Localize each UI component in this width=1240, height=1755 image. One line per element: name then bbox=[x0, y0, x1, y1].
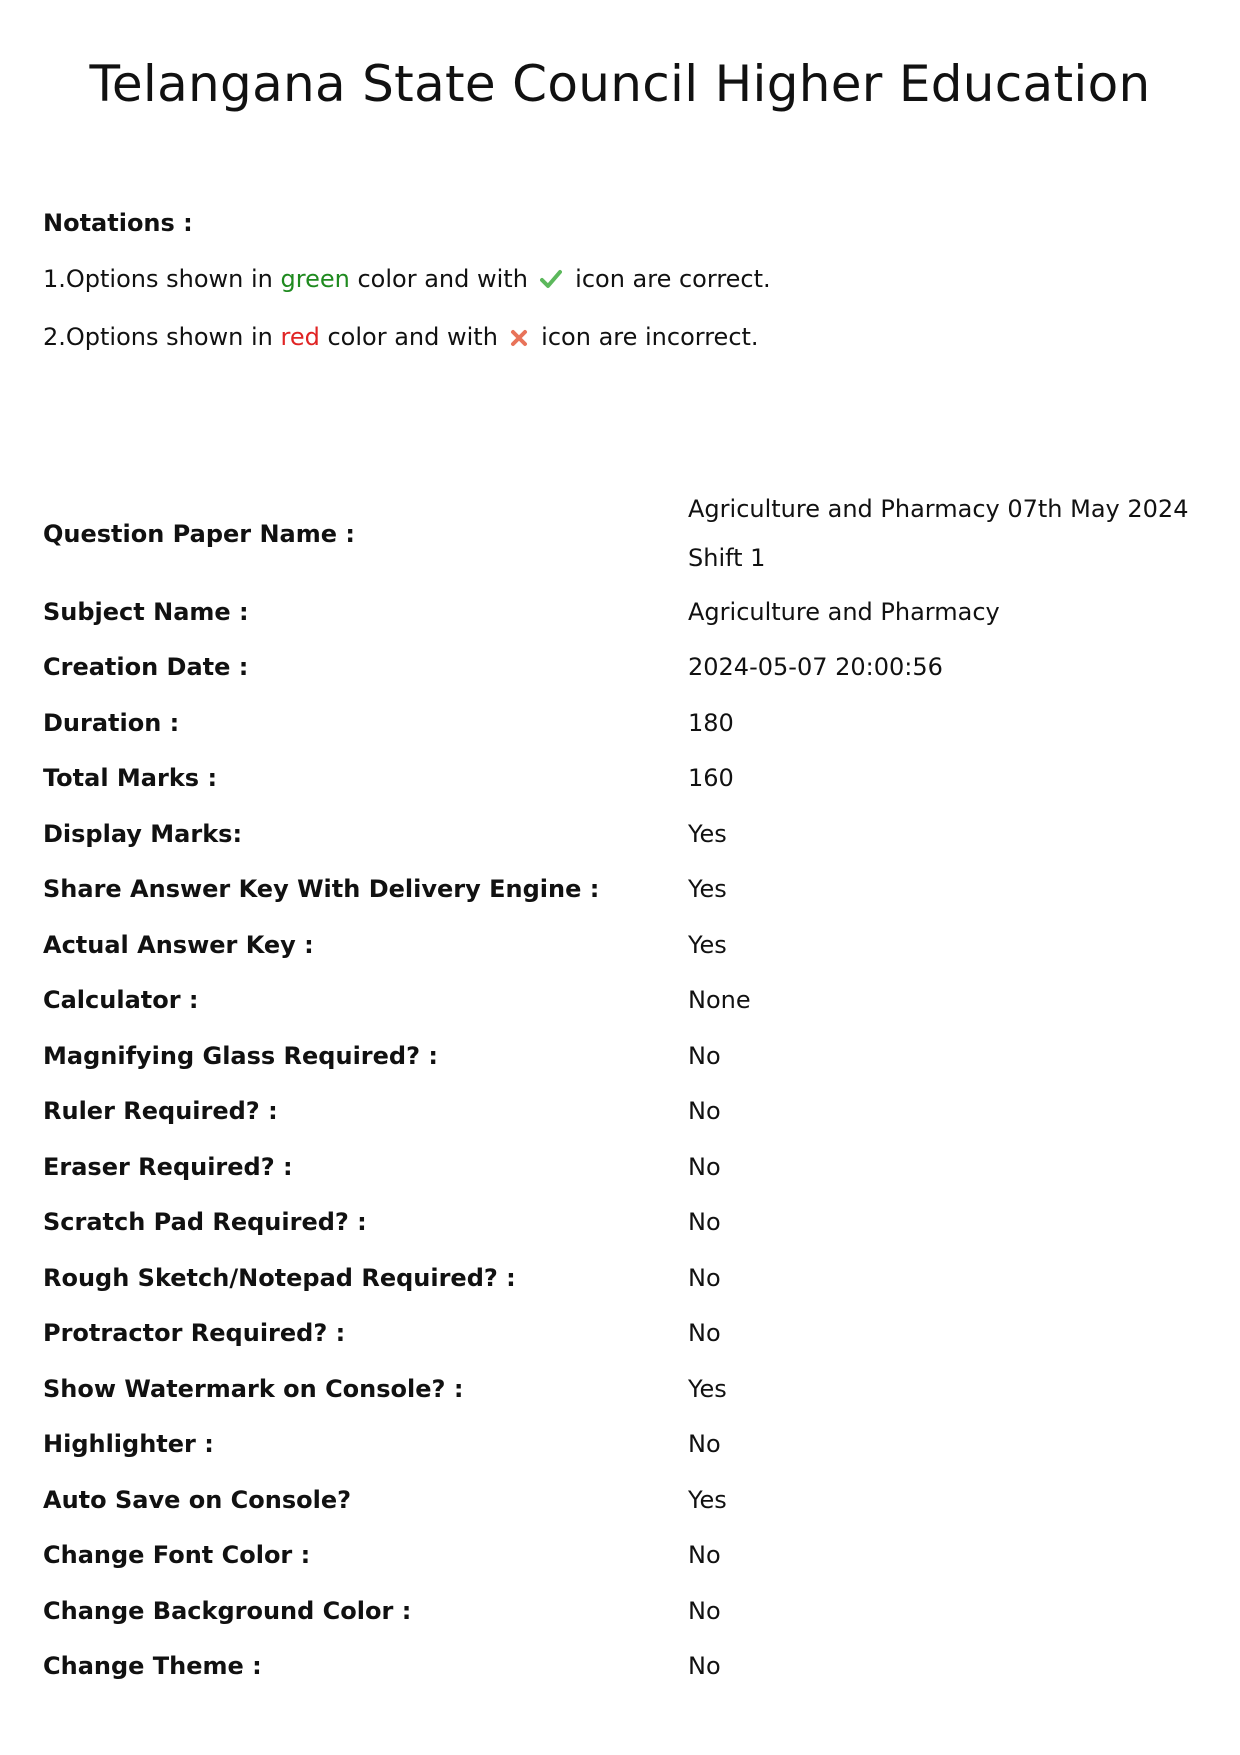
info-row bbox=[43, 1195, 1193, 1251]
info-label: Rough Sketch/Notepad Required? : bbox=[43, 1263, 516, 1292]
info-row bbox=[43, 695, 1193, 751]
info-value: No bbox=[688, 1208, 721, 1237]
info-label: Eraser Required? : bbox=[43, 1152, 293, 1181]
info-label: Change Background Color : bbox=[43, 1596, 412, 1625]
info-row bbox=[43, 917, 1193, 973]
info-label: Change Font Color : bbox=[43, 1541, 311, 1570]
info-row bbox=[43, 1084, 1193, 1140]
notation-color-word: red bbox=[280, 323, 320, 351]
info-label: Scratch Pad Required? : bbox=[43, 1208, 367, 1237]
info-row bbox=[43, 1361, 1193, 1417]
info-row bbox=[43, 640, 1193, 696]
info-label: Ruler Required? : bbox=[43, 1097, 278, 1126]
info-row bbox=[43, 1639, 1193, 1695]
info-value: No bbox=[688, 1430, 721, 1459]
info-value: 2024-05-07 20:00:56 bbox=[688, 653, 943, 682]
info-row bbox=[43, 806, 1193, 862]
info-value: Yes bbox=[688, 1374, 727, 1403]
info-label: Display Marks: bbox=[43, 819, 243, 848]
info-value: Agriculture and Pharmacy bbox=[688, 597, 1000, 626]
info-label: Duration : bbox=[43, 708, 180, 737]
notation-text: color and with bbox=[319, 323, 506, 351]
info-row bbox=[43, 484, 1193, 584]
info-label: Question Paper Name : bbox=[43, 520, 355, 548]
info-row bbox=[43, 862, 1193, 918]
notation-color-word: green bbox=[280, 265, 350, 293]
info-label: Highlighter : bbox=[43, 1430, 214, 1459]
info-value: Yes bbox=[688, 1485, 727, 1514]
info-label: Total Marks : bbox=[43, 764, 218, 793]
info-value: Agriculture and Pharmacy 07th May 2024 Shift 1 bbox=[688, 495, 1189, 572]
info-label: Share Answer Key With Delivery Engine : bbox=[43, 875, 600, 904]
info-row bbox=[43, 973, 1193, 1029]
info-row bbox=[43, 1583, 1193, 1639]
info-value: No bbox=[688, 1263, 721, 1292]
notations-heading: Notations : bbox=[43, 209, 193, 237]
info-value: No bbox=[688, 1319, 721, 1348]
info-value: No bbox=[688, 1041, 721, 1070]
notation-text: icon are correct. bbox=[567, 265, 771, 293]
paper-info-table bbox=[43, 484, 1193, 1694]
info-label: Protractor Required? : bbox=[43, 1319, 346, 1348]
info-row bbox=[43, 584, 1193, 640]
info-value: Yes bbox=[688, 930, 727, 959]
info-value: Yes bbox=[688, 819, 727, 848]
info-label: Creation Date : bbox=[43, 653, 249, 682]
info-value: No bbox=[688, 1541, 721, 1570]
info-row bbox=[43, 1472, 1193, 1528]
info-value: No bbox=[688, 1596, 721, 1625]
info-row bbox=[43, 1306, 1193, 1362]
cross-icon bbox=[510, 322, 528, 356]
info-label: Magnifying Glass Required? : bbox=[43, 1041, 438, 1070]
info-value: None bbox=[688, 986, 751, 1015]
info-value: 180 bbox=[688, 708, 734, 737]
info-value: No bbox=[688, 1152, 721, 1181]
info-label: Show Watermark on Console? : bbox=[43, 1374, 464, 1403]
info-value: Yes bbox=[688, 875, 727, 904]
info-row bbox=[43, 1250, 1193, 1306]
info-label: Actual Answer Key : bbox=[43, 930, 314, 959]
info-row bbox=[43, 1028, 1193, 1084]
info-row bbox=[43, 1139, 1193, 1195]
notation-incorrect-line bbox=[43, 320, 1193, 356]
page-title: Telangana State Council Higher Education bbox=[89, 55, 1151, 113]
info-label: Subject Name : bbox=[43, 597, 249, 626]
info-row bbox=[43, 1417, 1193, 1473]
notation-correct-line bbox=[43, 262, 1193, 298]
info-label: Auto Save on Console? bbox=[43, 1485, 352, 1514]
info-value: No bbox=[688, 1652, 721, 1681]
notations-section bbox=[43, 206, 1193, 378]
info-label: Change Theme : bbox=[43, 1652, 262, 1681]
info-label: Calculator : bbox=[43, 986, 199, 1015]
notation-text: icon are incorrect. bbox=[533, 323, 759, 351]
notation-text: color and with bbox=[349, 265, 536, 293]
info-row bbox=[43, 751, 1193, 807]
notation-text: 2.Options shown in bbox=[43, 323, 281, 351]
check-icon bbox=[540, 264, 562, 298]
info-value: No bbox=[688, 1097, 721, 1126]
info-value: 160 bbox=[688, 764, 734, 793]
notation-text: 1.Options shown in bbox=[43, 265, 281, 293]
info-row bbox=[43, 1528, 1193, 1584]
